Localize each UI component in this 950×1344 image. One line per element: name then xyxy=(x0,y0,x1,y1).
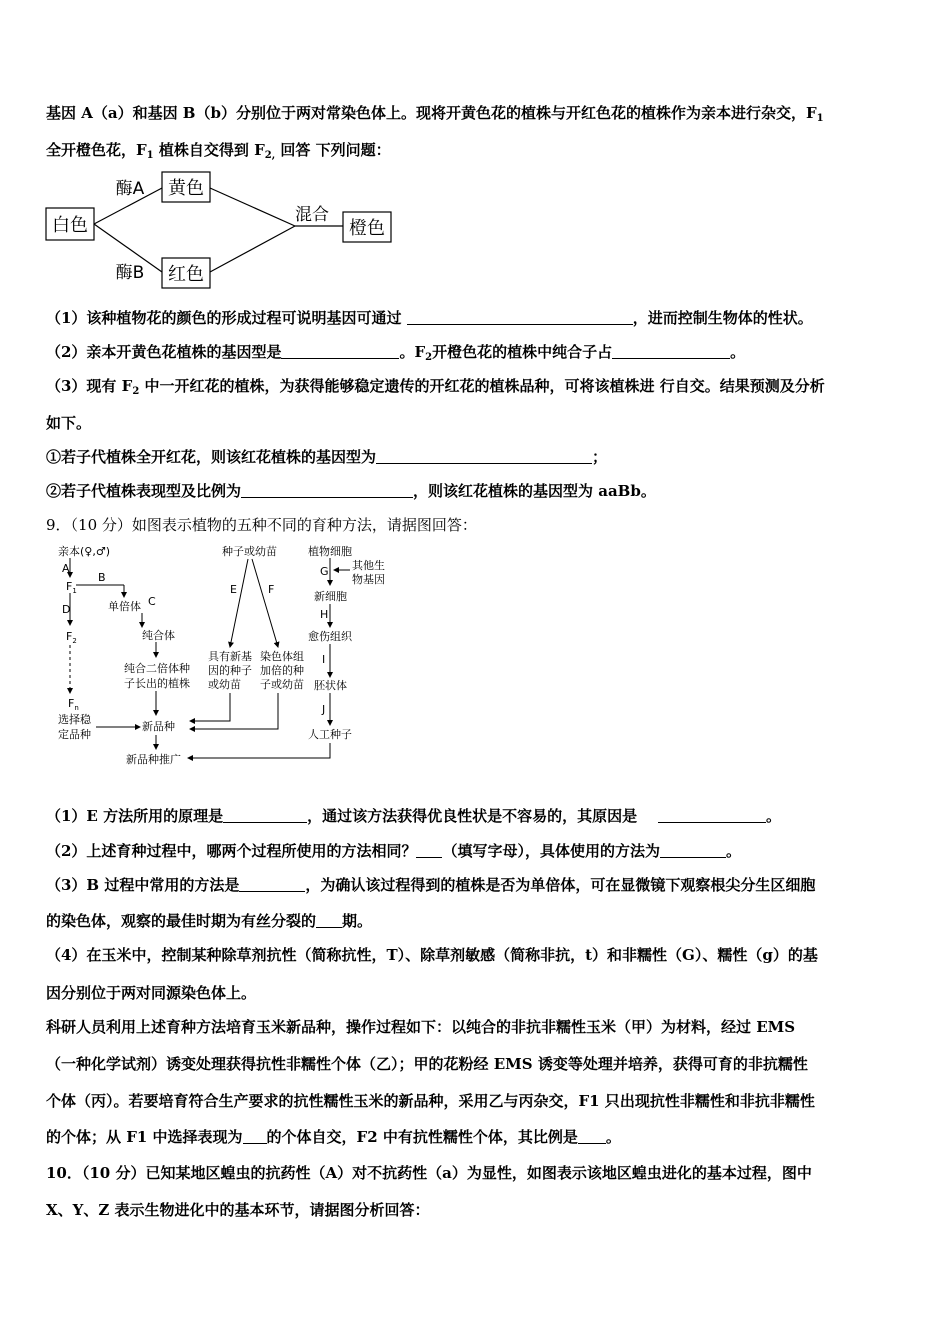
label-a: A xyxy=(62,562,70,575)
intro-line-1: 基因 A（a）和基因 B（b）分别位于两对常染色体上。现将开黄色花的植株与开红色花的植株作为亲本进行杂交，$F_1$ xyxy=(46,104,824,124)
q8-part3-cont: 如下。 xyxy=(46,414,92,432)
label-newgene-2: 因的种子 xyxy=(208,664,252,677)
q10-header: 10．（10 分）已知某地区蝗虫的抗药性（A）对不抗药性（a）为显性，如图表示该地区蝗虫进化的基本过程，图中 xyxy=(46,1164,812,1182)
q9-part5-line1: 科研人员利用上述育种方法培育玉米新品种，操作过程如下：以纯合的非抗非糯性玉米（甲）为材料，经过 EMS xyxy=(46,1018,796,1036)
label-e: E xyxy=(230,583,237,596)
q9-part3: （3）B 过程中常用的方法是 ，为确认该过程得到的植株是否为单倍体，可在显微镜下观察根尖分生区细胞 xyxy=(46,876,816,894)
label-chrom-2: 加倍的种 xyxy=(260,664,304,677)
label-i: I xyxy=(322,653,326,666)
label-select-2: 定品种 xyxy=(58,728,91,741)
label-other-gene-2: 物基因 xyxy=(352,573,385,586)
q8-case2: ②若子代植株表现型及比例为 ，则该红花植株的基因型为 aaBb。 xyxy=(46,482,656,500)
q9-part5-line2: （一种化学试剂）诱变处理获得抗性非糯性个体（乙）；甲的花粉经 EMS 诱变等处理并培养，获得可育的非抗糯性 xyxy=(46,1055,808,1073)
label-c: C xyxy=(148,595,156,608)
flower-color-diagram xyxy=(40,168,400,290)
q9-part4-cont: 因分别位于两对同源染色体上。 xyxy=(46,984,257,1002)
answer-blank[interactable] xyxy=(660,843,726,858)
label-new-cell: 新细胞 xyxy=(314,590,347,603)
label-chrom-1: 染色体组 xyxy=(260,650,304,663)
label-diploid-2: 子长出的植株 xyxy=(124,677,190,690)
answer-blank[interactable] xyxy=(612,344,730,359)
q9-part5-line3: 个体（丙）。若要培育符合生产要求的抗性糯性玉米的新品种，采用乙与丙杂交，F1 只出现抗性非糯性和非抗非糯性 xyxy=(46,1092,815,1110)
label-enzyme-b: 酶B xyxy=(115,263,145,283)
q8-part3: （3）现有 $F_2$ 中一开红花的植株，为获得能够稳定遗传的开红花的植株品种，可将该植株进 行自交。结果预测及分析 xyxy=(46,377,825,397)
answer-blank[interactable] xyxy=(241,483,413,498)
intro-line-2: 全开橙色花，$F_1$ 植株自交得到 $F_{2,}$ 回答 下列问题： xyxy=(46,141,391,161)
label-newgene-3: 或幼苗 xyxy=(208,678,241,691)
answer-blank[interactable] xyxy=(281,344,399,359)
answer-blank[interactable] xyxy=(416,843,442,858)
q10-line2: X、Y、Z 表示生物进化中的基本环节，请据图分析回答： xyxy=(46,1201,430,1219)
q9-part1: （1）E 方法所用的原理是 ，通过该方法获得优良性状是不容易的，其原因是 。 xyxy=(46,807,782,825)
label-other-gene-1: 其他生 xyxy=(352,559,385,572)
label-fn: $F_n$ xyxy=(68,697,79,712)
label-chrom-3: 子或幼苗 xyxy=(260,678,304,691)
label-d: D xyxy=(62,603,71,616)
q8-part1: （1）该种植物花的颜色的形成过程可说明基因可通过 ，进而控制生物体的性状。 xyxy=(46,309,813,327)
answer-blank[interactable] xyxy=(578,1129,606,1144)
answer-blank[interactable] xyxy=(316,913,342,928)
q8-case1: ①若子代植株全开红花，则该红花植株的基因型为 ； xyxy=(46,448,608,466)
label-f1: $F_1$ xyxy=(66,580,77,595)
label-diploid-1: 纯合二倍体种 xyxy=(124,662,190,675)
label-callus: 愈伤组织 xyxy=(308,630,352,643)
label-select-1: 选择稳 xyxy=(58,713,91,726)
answer-blank[interactable] xyxy=(658,808,766,823)
answer-blank[interactable] xyxy=(376,449,592,464)
label-art-seed: 人工种子 xyxy=(308,728,352,741)
label-g: G xyxy=(320,565,329,578)
label-h: H xyxy=(320,608,329,621)
q9-part4: （4）在玉米中，控制某种除草剂抗性（简称抗性，T）、除草剂敏感（简称非抗，t）和非糯性（G）、糯性（g）的基 xyxy=(46,946,818,964)
label-new-variety: 新品种 xyxy=(142,720,175,733)
label-mix: 混合 xyxy=(295,205,329,225)
box-red: 红色 xyxy=(168,264,204,285)
box-orange: 橙色 xyxy=(349,218,385,239)
label-parents: 亲本(♀,♂) xyxy=(58,545,110,558)
label-b: B xyxy=(98,571,106,584)
label-haploid: 单倍体 xyxy=(108,600,141,613)
label-embryoid: 胚状体 xyxy=(314,679,347,692)
q9-part2: （2）上述育种过程中，哪两个过程所使用的方法相同？ （填写字母），具体使用的方法为 。 xyxy=(46,842,741,860)
answer-blank[interactable] xyxy=(243,1129,267,1144)
answer-blank[interactable] xyxy=(239,877,305,892)
label-promote: 新品种推广 xyxy=(126,753,181,766)
label-seed: 种子或幼苗 xyxy=(222,545,277,558)
q8-part2: （2）亲本开黄色花植株的基因型是 。$F_2$开橙色花的植株中纯合子占 。 xyxy=(46,343,746,363)
label-plant-cell: 植物细胞 xyxy=(308,545,352,558)
answer-blank[interactable] xyxy=(223,808,307,823)
breeding-methods-diagram xyxy=(52,543,397,775)
q9-part5-line4: 的个体；从 F1 中选择表现为 的个体自交，F2 中有抗性糯性个体，其比例是 。 xyxy=(46,1128,621,1146)
box-yellow: 黄色 xyxy=(168,178,204,199)
q9-header: 9．（10 分）如图表示植物的五种不同的育种方法，请据图回答： xyxy=(46,516,477,534)
answer-blank[interactable] xyxy=(407,310,633,325)
box-white: 白色 xyxy=(52,215,88,236)
label-f2: $F_2$ xyxy=(66,630,77,645)
q9-part3-cont: 的染色体，观察的最佳时期为有丝分裂的 期。 xyxy=(46,912,373,930)
label-enzyme-a: 酶A xyxy=(115,179,145,199)
label-newgene-1: 具有新基 xyxy=(208,650,252,663)
label-j: J xyxy=(322,703,326,716)
label-f: F xyxy=(268,583,275,596)
label-pure: 纯合体 xyxy=(142,629,175,642)
